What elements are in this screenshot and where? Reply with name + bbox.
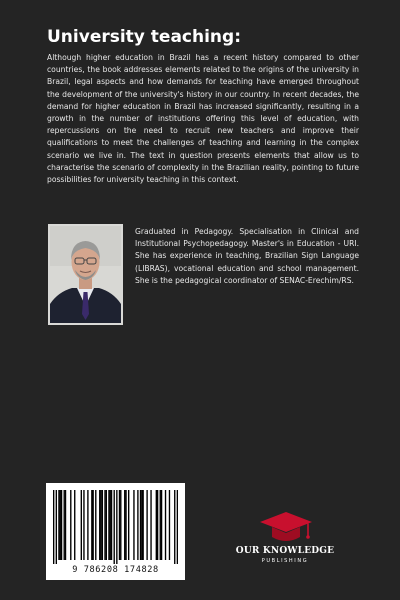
barcode-bar <box>100 490 101 560</box>
isbn-number: 9 786208 174828 <box>72 565 159 575</box>
barcode-bar <box>156 490 157 560</box>
barcode-bar <box>95 490 96 560</box>
barcode-bar <box>83 490 84 560</box>
barcode-bar <box>106 490 107 560</box>
barcode-bar <box>91 490 92 560</box>
barcode-bar <box>104 490 105 560</box>
barcode-bar <box>56 490 57 564</box>
barcode-bar <box>157 490 158 560</box>
barcode-bar <box>141 490 142 560</box>
barcode-bar <box>140 490 141 560</box>
barcode-bar <box>111 490 112 560</box>
barcode-bar <box>60 490 61 560</box>
barcode-bar <box>65 490 66 560</box>
author-portrait-image <box>50 226 121 323</box>
barcode-bar <box>165 490 166 560</box>
publisher-subtitle: PUBLISHING <box>261 558 309 564</box>
barcode-bar <box>102 490 103 560</box>
barcode-bar <box>116 490 117 564</box>
barcode-bar <box>110 490 111 560</box>
barcode-bar <box>150 490 151 560</box>
author-photo <box>48 224 123 325</box>
author-biography: Graduated in Pedagogy. Specialisation in Clinical and Institutional Psychopedagogy. Master's in Education - URI. She has experience in teaching, Brazilian Sign Language (LIBRAS), vocational education and school management. She is the pedagogical coordinator of SENAC-Erechim/RS. <box>135 227 359 285</box>
barcode-bars <box>53 490 178 564</box>
barcode-bar <box>81 490 82 560</box>
barcode-bar <box>92 490 93 560</box>
barcode-bar <box>146 490 147 560</box>
barcode-bar <box>125 490 126 560</box>
publisher-name: OUR KNOWLEDGE <box>235 546 335 556</box>
isbn-barcode <box>46 483 185 580</box>
barcode-bar <box>169 490 170 560</box>
barcode-bar <box>119 490 120 560</box>
barcode-bar <box>137 490 138 560</box>
barcode-bar <box>108 490 109 560</box>
barcode-bar <box>174 490 175 564</box>
barcode-bar <box>87 490 88 560</box>
barcode-bar <box>128 490 129 560</box>
barcode-bar <box>160 490 161 560</box>
barcode-bar <box>53 490 54 564</box>
barcode-bar <box>114 490 115 564</box>
barcode-bar <box>124 490 125 560</box>
barcode-bar <box>61 490 62 560</box>
barcode-bar <box>70 490 71 560</box>
graduation-cap-icon <box>258 510 314 550</box>
book-description: Although higher education in Brazil has a recent history compared to other countries, the book addresses elements related to the origins of the university in Brazil, legal aspects and how demands for teaching have emerged throughout the development of the university's history in our country. In recent decades, the demand for higher education in Brazil has increased significantly, resulting in a growth in the number of institutions offering this level of education, with repercussions on the need to recruit new teachers and improve their qualifications to meet the challenges of teaching and learning in the complex scenario we live in. The text in question presents elements that allow us to characterise the scenario of complexity in the Brazilian reality, pointing to future possibilities for university teaching in this context. <box>47 53 359 185</box>
book-title: University teaching: <box>47 27 242 47</box>
barcode-bar <box>161 490 162 560</box>
barcode-bar <box>58 490 59 560</box>
barcode-bar <box>99 490 100 560</box>
barcode-bar <box>64 490 65 560</box>
barcode-bar <box>177 490 178 564</box>
barcode-bar <box>133 490 134 560</box>
barcode-bar <box>142 490 143 560</box>
barcode-bar <box>120 490 121 560</box>
barcode-bar <box>74 490 75 560</box>
